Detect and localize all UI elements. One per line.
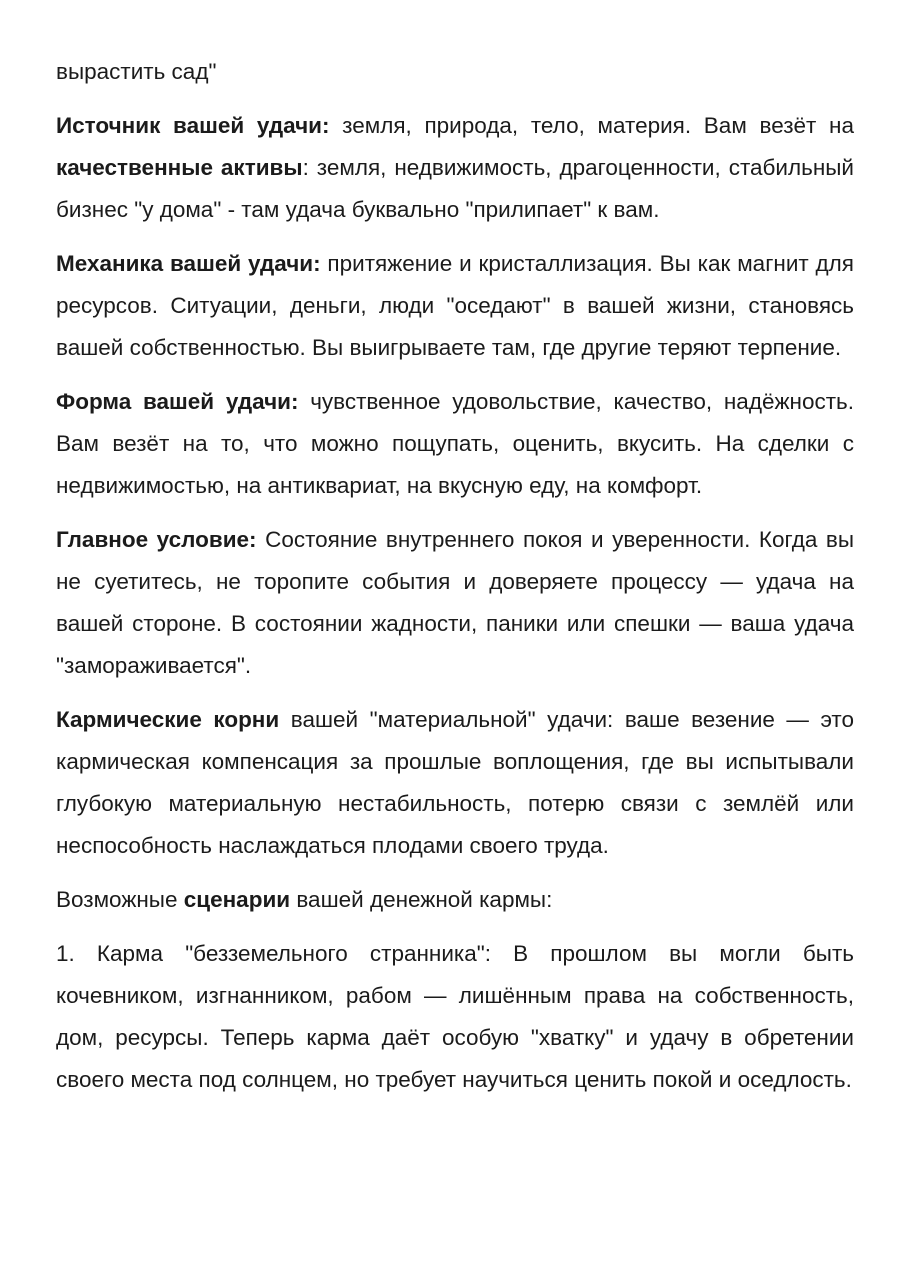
paragraph-continuation — [56, 51, 854, 93]
text-run: вашей денежной кармы: — [290, 887, 553, 912]
text-run: Состояние внутреннего покоя и уверенности. Когда вы не суетитесь, не торопите события и доверяете процессу — удача на вашей стороне. В состоянии жадности, паники или спешки — ваша удача "замораживается". — [56, 527, 855, 678]
heading-luck-source: Источник вашей удачи: — [56, 113, 330, 138]
paragraph-luck-mechanics — [56, 243, 854, 369]
paragraph-luck-source — [56, 105, 854, 231]
heading-karmic-roots: Кармические корни — [56, 707, 280, 732]
heading-main-condition: Главное условие: — [56, 527, 257, 552]
text-run: : земля, недвижимость, драгоценности, стабильный бизнес "у дома" - там удача буквально "прилипает" к вам. — [56, 155, 854, 222]
paragraph-scenario-1 — [56, 933, 854, 1101]
bold-term-quality-assets: качественные активы — [56, 155, 303, 180]
bold-term-scenarios: сценарии — [183, 887, 291, 912]
document-page — [56, 51, 854, 1113]
paragraph-karmic-roots — [56, 699, 854, 867]
paragraph-luck-form — [56, 381, 854, 507]
text-run: притяжение и кристаллизация. Вы как магнит для ресурсов. Ситуации, деньги, люди "оседают" в вашей жизни, становясь вашей собственностью. Вы выигрываете там, где другие теряют терпение. — [56, 251, 854, 360]
text-run: вырастить сад" — [56, 59, 217, 84]
text-run: земля, природа, тело, материя. Вам везёт на — [329, 113, 854, 138]
text-run: 1. Карма "безземельного странника": В прошлом вы могли быть кочевником, изгнанником, рабом — лишённым права на собственность, дом, ресурсы. Теперь карма даёт особую "хватку" и удачу в обретении своего места под солнцем, но требует научиться ценить покой и оседлость. — [56, 941, 854, 1092]
text-run: чувственное удовольствие, качество, надёжность. Вам везёт на то, что можно пощупать, оценить, вкусить. На сделки с недвижимостью, на антиквариат, на вкусную еду, на комфорт. — [56, 389, 854, 498]
text-run: Возможные — [56, 887, 184, 912]
text-run: вашей "материальной" удачи: ваше везение — это кармическая компенсация за прошлые воплощения, где вы испытывали глубокую материальную нестабильность, потерю связи с землёй или неспособность наслаждаться плодами своего труда. — [56, 707, 854, 858]
heading-luck-mechanics: Механика вашей удачи: — [56, 251, 321, 276]
heading-luck-form: Форма вашей удачи: — [56, 389, 299, 414]
paragraph-main-condition — [56, 519, 854, 687]
paragraph-scenarios-intro — [56, 879, 854, 921]
